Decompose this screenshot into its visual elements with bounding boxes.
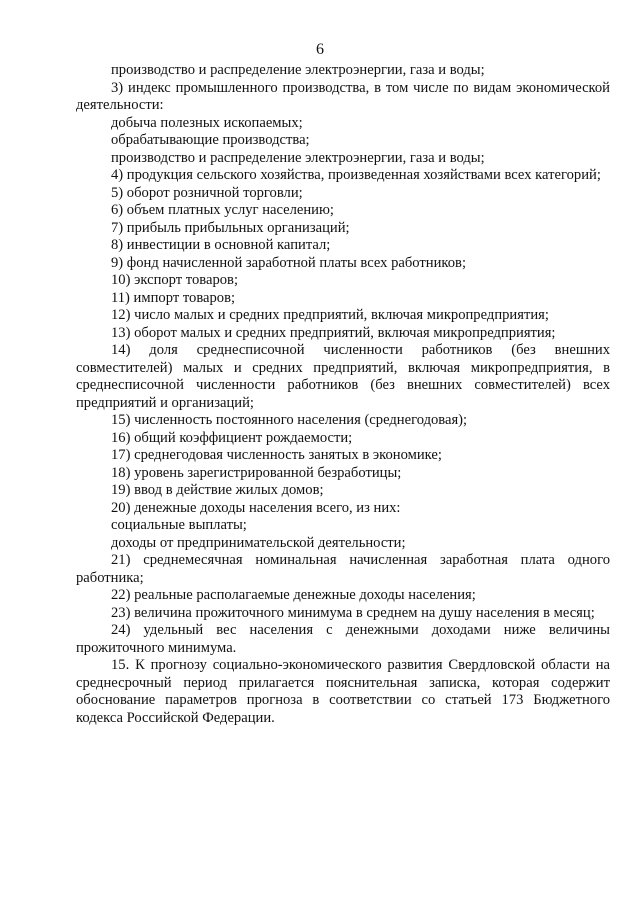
paragraph-2: 3) индекс промышленного производства, в том числе по видам экономической деятельности: bbox=[76, 79, 610, 113]
paragraph-28: 24) удельный вес населения с денежными доходами ниже величины прожиточного минимума. bbox=[76, 622, 610, 656]
paragraph-18: 16) общий коэффициент рождаемости; bbox=[111, 429, 353, 446]
paragraph-7: 5) оборот розничной торговли; bbox=[111, 184, 303, 201]
paragraph-25: 21) среднемесячная номинальная начисленная заработная плата одного работника; bbox=[76, 552, 610, 586]
paragraph-27: 23) величина прожиточного минимума в среднем на душу населения в месяц; bbox=[111, 604, 595, 621]
paragraph-8: 6) объем платных услуг населению; bbox=[111, 202, 334, 218]
paragraph-12: 10) экспорт товаров; bbox=[111, 272, 239, 288]
paragraph-15: 13) оборот малых и средних предприятий, включая микропредприятия; bbox=[111, 324, 556, 341]
paragraph-5: производство и распределение электроэнергии, газа и воды; bbox=[111, 149, 485, 166]
paragraph-4: обрабатывающие производства; bbox=[111, 132, 310, 148]
paragraph-13: 11) импорт товаров; bbox=[111, 289, 236, 306]
paragraph-22: 20) денежные доходы населения всего, из них: bbox=[111, 499, 401, 516]
paragraph-21: 19) ввод в действие жилых домов; bbox=[111, 482, 324, 498]
paragraph-11: 9) фонд начисленной заработной платы всех работников; bbox=[111, 254, 467, 271]
paragraph-16: 14) доля среднесписочной численности работников (без внешних совместителей) малых и средних предприятий, включая микропредприятия, в среднесписочной численности работников (без внешних совместителей) всех предприятий и организаций; bbox=[76, 342, 610, 411]
paragraph-10: 8) инвестиции в основной капитал; bbox=[111, 237, 331, 253]
paragraph-24: доходы от предпринимательской деятельности; bbox=[111, 534, 406, 551]
paragraph-17: 15) численность постоянного населения (среднегодовая); bbox=[111, 412, 468, 428]
paragraph-3: добыча полезных ископаемых; bbox=[111, 114, 303, 131]
paragraph-19: 17) среднегодовая численность занятых в экономике; bbox=[111, 447, 442, 463]
paragraph-29: 15. К прогнозу социально-экономического развития Свердловской области на среднесрочный период прилагается пояснительная записка, которая содержит обоснование параметров прогноза в соответствии со статьей 173 Бюджетного кодекса Российской Федерации. bbox=[76, 657, 610, 726]
paragraph-23: социальные выплаты; bbox=[111, 517, 247, 533]
document-body bbox=[76, 62, 610, 727]
page-number: 6 bbox=[316, 41, 324, 58]
paragraph-1: производство и распределение электроэнергии, газа и воды; bbox=[111, 62, 485, 78]
paragraph-20: 18) уровень зарегистрированной безработицы; bbox=[111, 464, 402, 481]
paragraph-6: 4) продукция сельского хозяйства, произведенная хозяйствами всех категорий; bbox=[111, 167, 601, 183]
paragraph-26: 22) реальные располагаемые денежные доходы населения; bbox=[111, 587, 476, 603]
paragraph-14: 12) число малых и средних предприятий, включая микропредприятия; bbox=[111, 307, 549, 323]
paragraph-9: 7) прибыль прибыльных организаций; bbox=[111, 219, 350, 236]
